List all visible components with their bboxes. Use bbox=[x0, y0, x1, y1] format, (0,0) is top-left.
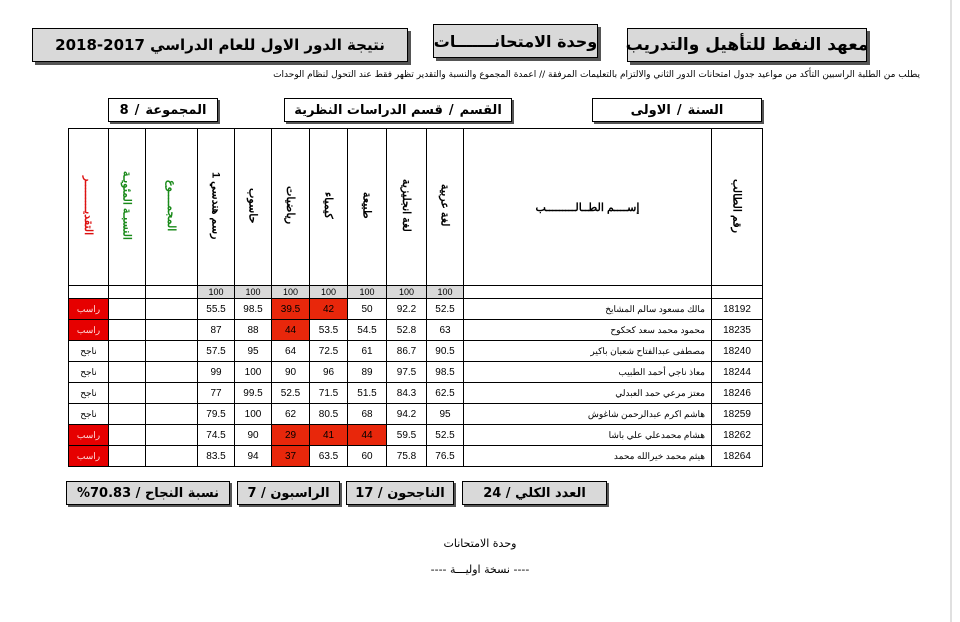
institute-title: معهد النفط للتأهيل والتدريب bbox=[627, 28, 867, 62]
student-id-cell: 18244 bbox=[712, 362, 763, 383]
score-cell: 54.5 bbox=[348, 320, 387, 341]
score-cell: 88 bbox=[235, 320, 272, 341]
score-cell: 86.7 bbox=[387, 341, 427, 362]
notice-text: يطلب من الطلبة الراسبين التأكد من مواعيد جدول امتحانات الدور الثاني والالتزام بالتعليمات المرفقة // اعمدة المجموع والنسبة والتقدير تظهر فقط عند التحول لنظام الوحدات bbox=[273, 70, 920, 80]
percent-cell bbox=[109, 320, 146, 341]
score-cell: 84.3 bbox=[387, 383, 427, 404]
footer-unit: وحدة الامتحانات bbox=[443, 537, 517, 550]
score-cell: 52.5 bbox=[427, 425, 464, 446]
score-cell: 94 bbox=[235, 446, 272, 467]
score-cell: 94.2 bbox=[387, 404, 427, 425]
table-row bbox=[69, 362, 763, 383]
student-id-cell: 18259 bbox=[712, 404, 763, 425]
max-score: 100 bbox=[348, 286, 387, 299]
max-score: 100 bbox=[272, 286, 310, 299]
student-name-cell: معاذ ناجي أحمد الطبيب bbox=[464, 362, 712, 383]
score-cell: 61 bbox=[348, 341, 387, 362]
result-title: نتيجة الدور الاول للعام الدراسي 2017-2018 bbox=[32, 28, 408, 62]
year-label: السنة bbox=[687, 102, 724, 118]
col-grade-header: التقديـــــــــر bbox=[69, 129, 109, 286]
student-name-cell: محمود محمد سعد كحكوح bbox=[464, 320, 712, 341]
score-cell: 63.5 bbox=[310, 446, 348, 467]
score-cell: 57.5 bbox=[198, 341, 235, 362]
percent-cell bbox=[109, 341, 146, 362]
col-subject-header: رياضيات bbox=[272, 129, 310, 286]
student-rows bbox=[69, 299, 763, 467]
total-cell bbox=[146, 320, 198, 341]
score-cell: 96 bbox=[310, 362, 348, 383]
score-cell: 42 bbox=[310, 299, 348, 320]
total-cell bbox=[146, 446, 198, 467]
total-cell bbox=[146, 362, 198, 383]
score-cell: 51.5 bbox=[348, 383, 387, 404]
score-cell: 52.5 bbox=[427, 299, 464, 320]
student-id-cell: 18262 bbox=[712, 425, 763, 446]
table-row bbox=[69, 320, 763, 341]
max-score: 100 bbox=[310, 286, 348, 299]
year-box bbox=[592, 98, 762, 122]
score-cell: 44 bbox=[272, 320, 310, 341]
score-cell: 72.5 bbox=[310, 341, 348, 362]
score-cell: 68 bbox=[348, 404, 387, 425]
score-cell: 37 bbox=[272, 446, 310, 467]
student-name-cell: مالك مسعود سالم المشايخ bbox=[464, 299, 712, 320]
table-row bbox=[69, 425, 763, 446]
col-percent-header: النسبـة المئويـة bbox=[109, 129, 146, 286]
score-cell: 90 bbox=[235, 425, 272, 446]
score-cell: 89 bbox=[348, 362, 387, 383]
summary-passed: الناجحون / 17 bbox=[346, 481, 454, 505]
score-cell: 92.2 bbox=[387, 299, 427, 320]
group-value: 8 bbox=[119, 102, 129, 118]
col-id-header: رقم الطالب bbox=[712, 129, 763, 286]
score-cell: 98.5 bbox=[235, 299, 272, 320]
score-cell: 79.5 bbox=[198, 404, 235, 425]
score-cell: 76.5 bbox=[427, 446, 464, 467]
department-value: قسم الدراسات النظرية bbox=[294, 102, 443, 118]
separator: / bbox=[448, 102, 454, 118]
score-cell: 53.5 bbox=[310, 320, 348, 341]
separator: / bbox=[134, 102, 140, 118]
score-cell: 52.5 bbox=[272, 383, 310, 404]
score-cell: 60 bbox=[348, 446, 387, 467]
col-subject-header: لغة عربية bbox=[427, 129, 464, 286]
group-label: المجموعة bbox=[145, 102, 207, 118]
grade-cell: ناجح bbox=[69, 383, 109, 404]
student-id-cell: 18192 bbox=[712, 299, 763, 320]
student-name-cell: هيثم محمد خيرالله محمد bbox=[464, 446, 712, 467]
table-row bbox=[69, 299, 763, 320]
table-row bbox=[69, 383, 763, 404]
score-cell: 99.5 bbox=[235, 383, 272, 404]
score-cell: 74.5 bbox=[198, 425, 235, 446]
score-cell: 97.5 bbox=[387, 362, 427, 383]
score-cell: 83.5 bbox=[198, 446, 235, 467]
grade-cell: ناجح bbox=[69, 362, 109, 383]
total-cell bbox=[146, 299, 198, 320]
percent-cell bbox=[109, 425, 146, 446]
score-cell: 95 bbox=[235, 341, 272, 362]
footer-copy-note: ---- نسخة اوليـــة ---- bbox=[430, 563, 530, 576]
score-cell: 98.5 bbox=[427, 362, 464, 383]
score-cell: 52.8 bbox=[387, 320, 427, 341]
empty-cell bbox=[69, 286, 109, 299]
page-edge-line bbox=[950, 0, 952, 622]
student-id-cell: 18235 bbox=[712, 320, 763, 341]
table-row bbox=[69, 341, 763, 362]
results-table bbox=[68, 128, 763, 467]
score-cell: 95 bbox=[427, 404, 464, 425]
table-row bbox=[69, 446, 763, 467]
col-subject-header: لغة انجليزية bbox=[387, 129, 427, 286]
grade-cell: راسب bbox=[69, 425, 109, 446]
student-name-cell: معتز مرعي حمد العبدلي bbox=[464, 383, 712, 404]
total-cell bbox=[146, 425, 198, 446]
student-id-cell: 18246 bbox=[712, 383, 763, 404]
col-subject-header: طبيعة bbox=[348, 129, 387, 286]
separator: / bbox=[676, 102, 682, 118]
col-subject-header: رسم هندسي 1 bbox=[198, 129, 235, 286]
grade-cell: راسب bbox=[69, 320, 109, 341]
percent-cell bbox=[109, 362, 146, 383]
max-score: 100 bbox=[235, 286, 272, 299]
score-cell: 71.5 bbox=[310, 383, 348, 404]
score-cell: 41 bbox=[310, 425, 348, 446]
score-cell: 55.5 bbox=[198, 299, 235, 320]
empty-cell bbox=[464, 286, 712, 299]
student-name-cell: هاشم اكرم عبدالرحمن شاغوش bbox=[464, 404, 712, 425]
score-cell: 62 bbox=[272, 404, 310, 425]
empty-cell bbox=[712, 286, 763, 299]
percent-cell bbox=[109, 446, 146, 467]
score-cell: 50 bbox=[348, 299, 387, 320]
score-cell: 44 bbox=[348, 425, 387, 446]
student-name-cell: هشام محمدعلي علي باشا bbox=[464, 425, 712, 446]
score-cell: 39.5 bbox=[272, 299, 310, 320]
score-cell: 63 bbox=[427, 320, 464, 341]
score-cell: 87 bbox=[198, 320, 235, 341]
score-cell: 29 bbox=[272, 425, 310, 446]
grade-cell: ناجح bbox=[69, 404, 109, 425]
score-cell: 64 bbox=[272, 341, 310, 362]
summary-total: العدد الكلي / 24 bbox=[462, 481, 607, 505]
summary-pass-rate: نسبة النجاح / 70.83% bbox=[66, 481, 230, 505]
score-cell: 100 bbox=[235, 404, 272, 425]
table-row bbox=[69, 404, 763, 425]
max-score: 100 bbox=[427, 286, 464, 299]
score-cell: 80.5 bbox=[310, 404, 348, 425]
col-name-header: إســــم الطــالـــــــــب bbox=[464, 129, 712, 286]
score-cell: 75.8 bbox=[387, 446, 427, 467]
score-cell: 62.5 bbox=[427, 383, 464, 404]
total-cell bbox=[146, 341, 198, 362]
max-score: 100 bbox=[387, 286, 427, 299]
score-cell: 99 bbox=[198, 362, 235, 383]
percent-cell bbox=[109, 299, 146, 320]
department-box bbox=[284, 98, 512, 122]
max-score: 100 bbox=[198, 286, 235, 299]
student-name-cell: مصطفى عبدالفتاح شعبان باكير bbox=[464, 341, 712, 362]
grade-cell: راسب bbox=[69, 446, 109, 467]
col-total-header: المجمــــوع bbox=[146, 129, 198, 286]
score-cell: 90.5 bbox=[427, 341, 464, 362]
percent-cell bbox=[109, 404, 146, 425]
total-cell bbox=[146, 404, 198, 425]
total-cell bbox=[146, 383, 198, 404]
year-value: الاولى bbox=[630, 102, 671, 118]
score-cell: 100 bbox=[235, 362, 272, 383]
group-box bbox=[108, 98, 218, 122]
grade-cell: راسب bbox=[69, 299, 109, 320]
score-cell: 90 bbox=[272, 362, 310, 383]
student-id-cell: 18240 bbox=[712, 341, 763, 362]
header-row bbox=[69, 129, 763, 286]
col-subject-header: حاسوب bbox=[235, 129, 272, 286]
max-score-row bbox=[69, 286, 763, 299]
percent-cell bbox=[109, 383, 146, 404]
summary-failed: الراسبون / 7 bbox=[237, 481, 340, 505]
department-label: القسم bbox=[459, 102, 502, 118]
student-id-cell: 18264 bbox=[712, 446, 763, 467]
score-cell: 59.5 bbox=[387, 425, 427, 446]
grade-cell: ناجح bbox=[69, 341, 109, 362]
empty-cell bbox=[109, 286, 146, 299]
score-cell: 77 bbox=[198, 383, 235, 404]
empty-cell bbox=[146, 286, 198, 299]
exams-unit-title: وحدة الامتحانـــــــات bbox=[433, 24, 598, 58]
col-subject-header: كيمياء bbox=[310, 129, 348, 286]
